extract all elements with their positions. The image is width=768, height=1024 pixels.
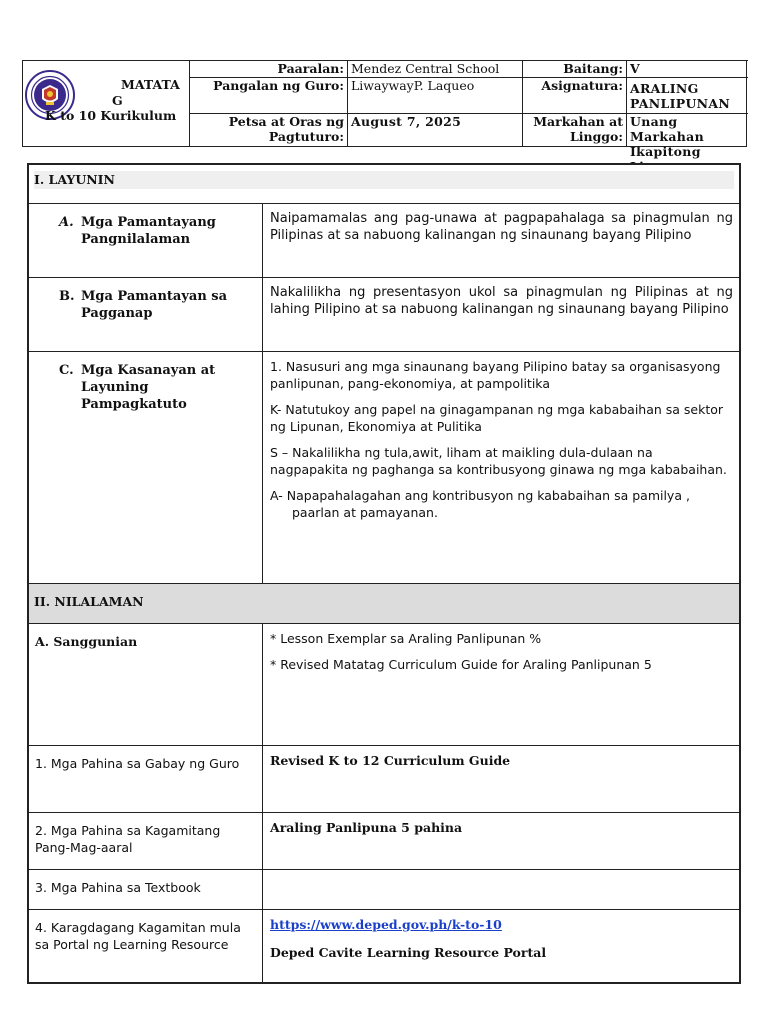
row-value-cell — [263, 910, 739, 982]
header-brand — [23, 61, 189, 146]
text-pamantayang-pangnilalaman: Naipamamalas ang pag-unawa at pagpapahalaga sa pinagmulan ng Pilipinas at sa nabuong kalinangan ng sinaunang bayang Pilipino — [270, 211, 733, 243]
text-pamantayan-pagganap: Nakalilikha ng presentasyon ukol sa pinagmulan ng Pilipinas at ng lahing Pilipino at sa nabuong kalinangan ng sinaunang bayang Pilipino — [270, 285, 733, 317]
row-value-cell — [263, 278, 739, 351]
reference-item: * Lesson Exemplar sa Araling Panlipunan % — [270, 631, 542, 646]
school-label: Paaralan: — [189, 60, 347, 77]
row-label-cell — [29, 352, 263, 583]
section-title-nilalaman: II. NILALAMAN — [34, 594, 144, 609]
subject-value: ARALING PANLIPUNAN — [626, 77, 748, 113]
row-label-cell — [29, 624, 263, 745]
row-value-cell — [263, 624, 739, 745]
section-layunin-header — [29, 165, 739, 204]
section-nilalaman-header — [29, 584, 739, 624]
item-letter-b: B. — [59, 289, 75, 304]
lesson-plan-table — [27, 163, 741, 984]
row-sanggunian — [29, 624, 739, 746]
item-letter-a: A. — [59, 215, 74, 230]
curriculum-name: K to 10 Kurikulum — [45, 108, 177, 123]
row-value-cell — [263, 204, 739, 277]
section-title-layunin: I. LAYUNIN — [34, 172, 115, 187]
teacher-label: Pangalan ng Guro: — [189, 77, 347, 113]
quarter-label: Markahan at Linggo: — [522, 113, 626, 147]
item-letter-c: C. — [59, 363, 74, 378]
label-kagamitang-mag-aaral: 2. Mga Pahina sa Kagamitang Pang-Mag-aaral — [35, 823, 221, 855]
objective-item-a: A- Napapahalagahan ang kontribusyon ng kababaihan sa pamilya , paarlan at pamayanan. — [270, 488, 690, 520]
date-value: August 7, 2025 — [347, 113, 522, 147]
value-learning-resource-portal: Deped Cavite Learning Resource Portal — [270, 945, 547, 960]
program-name-line2: G — [112, 93, 123, 108]
value-gabay-guro: Revised K to 12 Curriculum Guide — [270, 753, 511, 768]
grade-label: Baitang: — [522, 60, 626, 77]
teacher-value: LiwaywayP. Laqueo — [347, 77, 522, 113]
row-pamantayang-pangnilalaman — [29, 204, 739, 278]
reference-item: * Revised Matatag Curriculum Guide for Araling Panlipunan 5 — [270, 657, 652, 672]
row-label-cell — [29, 204, 263, 277]
school-value: Mendez Central School — [347, 60, 522, 77]
row-value-cell — [263, 870, 739, 909]
value-kagamitang-mag-aaral: Araling Panlipuna 5 pahina — [270, 820, 463, 835]
label-pamantayan-pagganap — [59, 288, 256, 322]
grade-value: V — [626, 60, 748, 77]
label-pamantayang-pangnilalaman — [59, 214, 256, 248]
row-kasanayan-layunin — [29, 352, 739, 584]
deped-k-to-10-link[interactable]: https://www.deped.gov.ph/k-to-10 — [270, 917, 502, 932]
row-value-cell — [263, 813, 739, 869]
label-text: Mga Kasanayan at Layuning Pampagkatuto — [81, 363, 216, 412]
row-value-cell — [263, 352, 739, 583]
row-value-cell — [263, 746, 739, 812]
label-textbook: 3. Mga Pahina sa Textbook — [35, 880, 201, 895]
row-label-cell — [29, 813, 263, 869]
objective-item-s: S – Nakalilikha ng tula,awit, liham at maikling dula-dulaan na nagpapakita ng paghanga sa kontribusyong ginawa ng mga kababaihan. — [270, 445, 727, 477]
label-text: Mga Pamantayan sa Pagganap — [81, 289, 228, 321]
date-label: Petsa at Oras ng Pagtuturo: — [189, 113, 347, 147]
row-kagamitang-mag-aaral — [29, 813, 739, 870]
label-sanggunian: A. Sanggunian — [35, 634, 138, 649]
subject-label: Asignatura: — [522, 77, 626, 113]
objective-item-1: 1. Nasusuri ang mga sinaunang bayang Pilipino batay sa organisasyong panlipunan, pang-ekonomiya, at pampolitika — [270, 359, 721, 391]
row-gabay-guro — [29, 746, 739, 813]
lesson-header — [22, 60, 747, 159]
objective-item-k: K- Natutukoy ang papel na ginagampanan ng mga kababaihan sa sektor ng Lipunan, Ekonomiya at Pulitika — [270, 402, 724, 434]
quarter-value: Unang Markahan Ikapitong — [626, 113, 748, 147]
row-pamantayan-pagganap — [29, 278, 739, 352]
row-label-cell — [29, 910, 263, 982]
header-info-grid — [189, 60, 748, 159]
row-label-cell — [29, 870, 263, 909]
program-name-line1: MATATA — [121, 77, 180, 92]
row-learning-resource-portal — [29, 910, 739, 982]
section-bar — [34, 171, 734, 189]
label-learning-resource-portal: 4. Karagdagang Kagamitan mula sa Portal ng Learning Resource — [35, 920, 241, 952]
row-label-cell — [29, 278, 263, 351]
label-text: Mga Pamantayang Pangnilalaman — [81, 215, 216, 247]
label-kasanayan-layunin — [59, 362, 256, 413]
label-gabay-guro: 1. Mga Pahina sa Gabay ng Guro — [35, 756, 240, 771]
row-textbook — [29, 870, 739, 910]
row-label-cell — [29, 746, 263, 812]
